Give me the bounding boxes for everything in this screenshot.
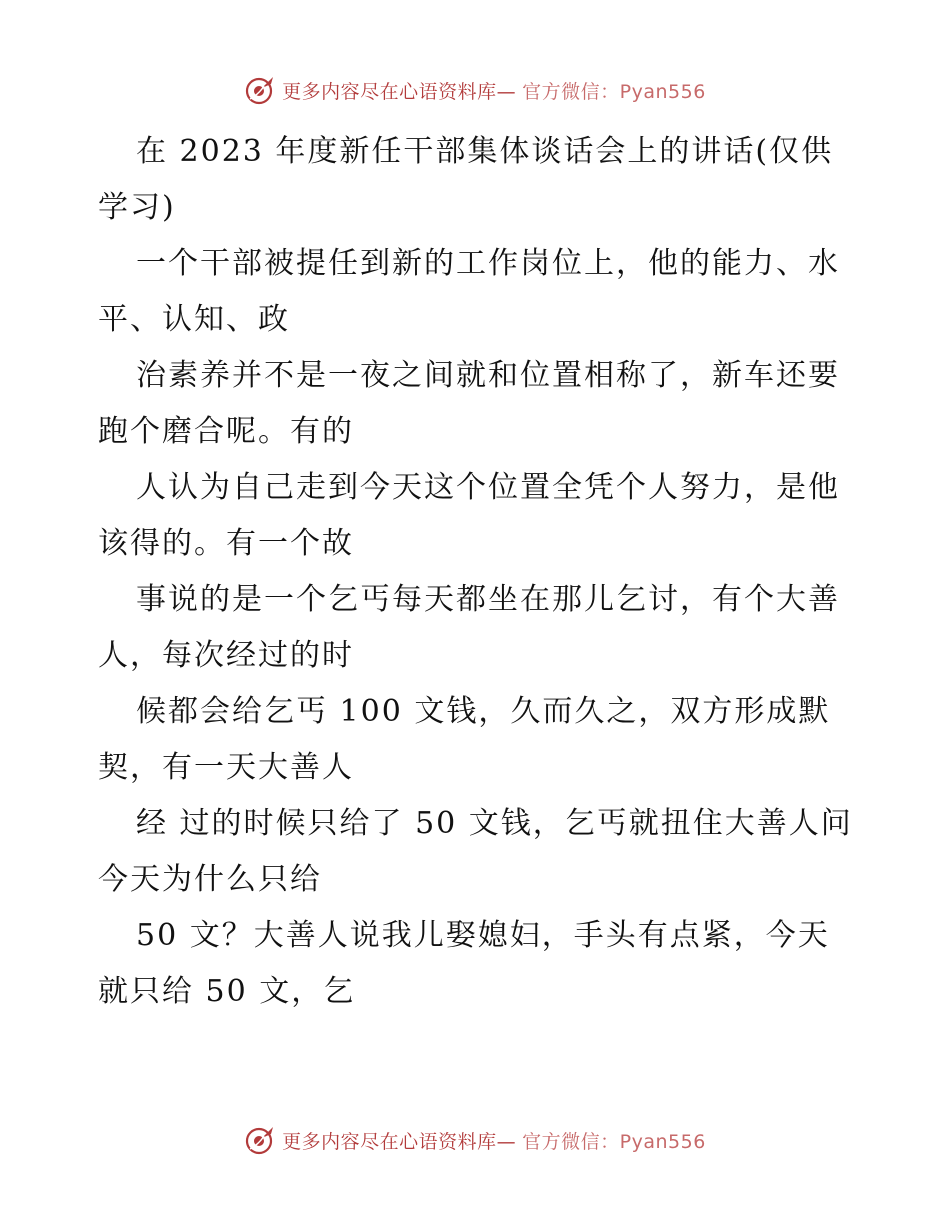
document-paragraph: 一个干部被提任到新的工作岗位上，他的能力、水平、认知、政 (98, 246, 840, 337)
document-paragraph: 经 过的时候只给了 50 文钱，乞丐就扭住大善人问今天为什么只给 (98, 806, 853, 897)
header-banner-text: 更多内容尽在心语资料库— (282, 80, 517, 103)
document-paragraph: 候都会给乞丐 100 文钱，久而久之，双方形成默契，有一天大善人 (98, 694, 831, 785)
document-paragraph: 治素养并不是一夜之间就和位置相称了，新车还要跑个磨合呢。有的 (98, 358, 840, 449)
document-paragraph: 50 文？大善人说我儿娶媳妇，手头有点紧，今天就只给 50 文，乞 (98, 918, 830, 1009)
quill-logo-icon (244, 1124, 276, 1156)
document-paragraph: 事说的是一个乞丐每天都坐在那儿乞讨，有个大善人，每次经过的时 (98, 582, 840, 673)
header-banner (0, 70, 950, 110)
document-body (98, 124, 858, 1020)
quill-logo-icon (244, 74, 276, 106)
document-title-paragraph: 在 2023 年度新任干部集体谈话会上的讲话(仅供学习) (98, 134, 834, 225)
header-wechat-text: 官方微信：Pyan556 (522, 80, 706, 103)
document-paragraph: 人认为自己走到今天这个位置全凭个人努力，是他该得的。有一个故 (98, 470, 840, 561)
footer-banner (0, 1120, 950, 1160)
footer-wechat-text: 官方微信：Pyan556 (522, 1130, 706, 1153)
footer-banner-text: 更多内容尽在心语资料库— (282, 1130, 517, 1153)
